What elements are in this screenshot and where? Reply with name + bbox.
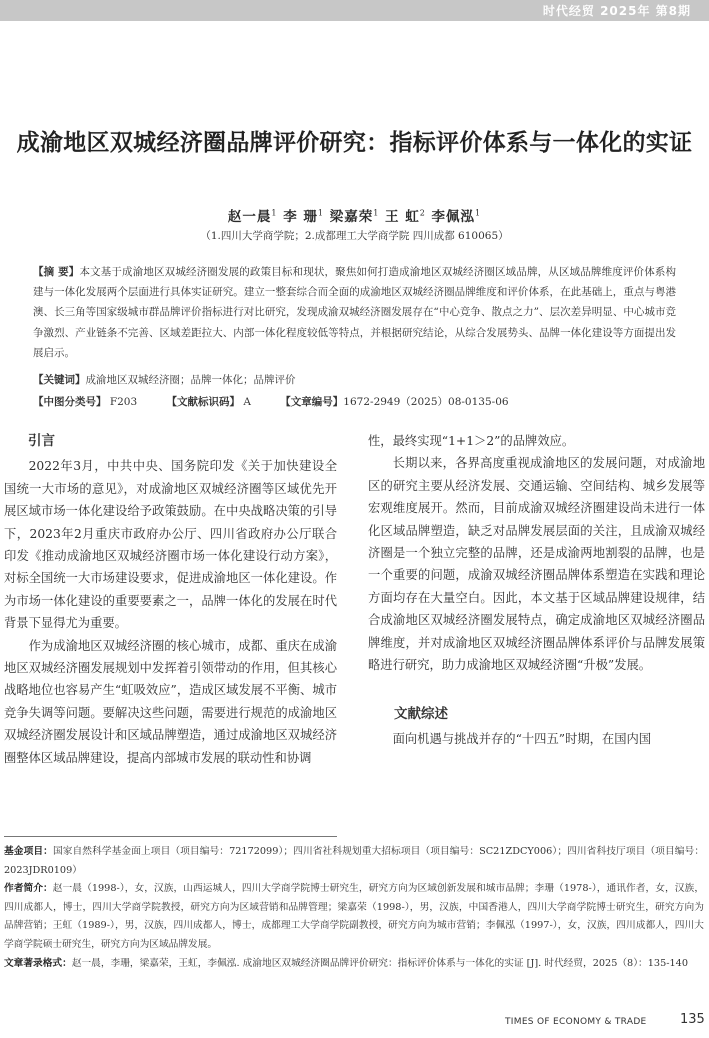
journal-masthead: 时代经贸 2025年 第8期 (542, 4, 691, 18)
fund-note (4, 843, 704, 880)
section-heading-review: 文献综述 (394, 706, 448, 723)
section-heading-intro: 引言 (28, 433, 55, 449)
author-affil-mark: 1 (271, 208, 278, 218)
keywords (33, 372, 676, 387)
fund-text: 国家自然科学基金面上项目（项目编号：72172099）；四川省社科规划重大招标项目（项目编号：SC21ZDCY006）；四川省科技厅项目（项目编号：2023JDR0109） (4, 846, 705, 876)
author-affil-mark: 2 (419, 208, 426, 218)
footnotes (4, 843, 704, 973)
keywords-text: 成渝地区双城经济圈；品牌一体化；品牌评价 (85, 374, 296, 386)
author-note (4, 880, 704, 954)
article-no-label: 【文章编号】 (280, 396, 344, 408)
author-affil-mark: 1 (475, 208, 482, 218)
classification-line (33, 394, 676, 409)
page-number: 135 (680, 1012, 705, 1027)
author-affil-mark: 1 (317, 208, 324, 218)
author-name: 李 珊 (283, 209, 318, 225)
paragraph: 作为成渝地区双城经济圈的核心城市，成都、重庆在成渝地区双城经济圈发展规划中发挥着引领带动的作用，但其核心战略地位也容易产生“虹吸效应”，造成区域发展不平衡、城市竞争失调等问题。要解决这些问题，需要进行规范的成渝地区双城经济圈发展设计和区域品牌塑造，通过成渝地区双城经济圈整体区域品牌建设，提高内部城市发展的联动性和协调 (4, 638, 337, 765)
paragraph: 性，最终实现“1+1＞2”的品牌效应。 (368, 434, 575, 448)
author-affil-mark: 1 (373, 208, 380, 218)
citation-text: 赵一晨，李珊，梁嘉荣，王虹，李佩泓. 成渝地区双城经济圈品牌评价研究：指标评价体系与一体化的实证 [J]. 时代经贸，2025（8）：135-140 (71, 957, 688, 969)
fund-label: 基金项目： (4, 846, 53, 857)
author-list (0, 205, 709, 225)
abstract (33, 262, 676, 363)
clc-label: 【中图分类号】 (33, 396, 107, 408)
doc-code-value: A (243, 396, 251, 408)
author-name: 李佩泓 (431, 209, 475, 225)
article-no-value: 1672-2949（2025）08-0135-06 (343, 396, 509, 408)
left-column (4, 430, 337, 769)
author-name: 赵一晨 (227, 209, 272, 225)
footnote-divider (4, 836, 337, 837)
author-name: 梁嘉荣 (329, 209, 374, 225)
doc-code-label: 【文献标识码】 (166, 396, 241, 408)
abstract-text: 本文基于成渝地区双城经济圈发展的政策目标和现状，聚焦如何打造成渝地区双城经济圈区域品牌，从区域品牌维度评价体系构建与一体化发展两个层面进行具体实证研究。建立一整套综合而全面的成渝地区双城经济圈品牌维度和评价体系，在此基础上，重点与粤港澳、长三角等国家级城市群品牌评价指标进行对比研究，发现成渝双城经济圈发展存在“中心竞争、散点之力”、层次差异明显、中心城市竞争激烈、产业链条不完善、区域差距拉大、内部一体化程度较低等特点，并根据研究结论，从综合发展势头、品牌一体化建设等方面提出发展启示。 (33, 266, 677, 359)
author-info-text: 赵一晨（1998-），女，汉族，山西运城人，四川大学商学院博士研究生，研究方向为区域创新发展和城市品牌；李珊（1978-），通讯作者，女，汉族，四川成都人，博士，四川大学商学院教授，研究方向为区域营销和品牌管理；梁嘉荣（1998-），男，汉族，中国香港人，四川大学商学院博士研究生，研究方向为品牌营销；王虹（1989-），男，汉族，四川成都人，博士，成都理工大学商学院副教授，研究方向为城市营销；李佩泓（1997-），女，汉族，四川成都人，四川大学商学院硕士研究生，研究方向为区域品牌发展。 (4, 883, 705, 950)
clc-value: F203 (109, 396, 138, 408)
author-name: 王 虹 (385, 209, 420, 225)
journal-name: TIMES OF ECONOMY & TRADE (505, 1017, 647, 1027)
paragraph: 2022年3月，中共中央、国务院印发《关于加快建设全国统一大市场的意见》，对成渝地区双城经济圈等区域优先开展区域市场一体化建设给予政策鼓励。在中央战略决策的引导下，2023年2月重庆市政府办公厅、四川省政府办公厅联合印发《推动成渝地区双城经济圈市场一体化建设行动方案》，对标全国统一大市场建设要求，促进成渝地区一体化建设。作为市场一体化建设的重要要素之一，品牌一体化的发展在时代背景下显得尤为重要。 (4, 459, 337, 631)
article-title: 成渝地区双城经济圈品牌评价研究：指标评价体系与一体化的实证 (16, 130, 693, 156)
paragraph: 面向机遇与挑战并存的“十四五”时期，在国内国 (392, 731, 652, 746)
author-info-label: 作者简介： (4, 883, 53, 895)
abstract-label: 【摘 要】 (33, 266, 80, 278)
right-column (368, 430, 705, 750)
keywords-label: 【关键词】 (33, 374, 86, 386)
citation-note (4, 955, 704, 974)
paragraph: 长期以来，各界高度重视成渝地区的发展问题，对成渝地区的研究主要从经济发展、交通运输、空间结构、城乡发展等宏观维度展开。然而，目前成渝双城经济圈建设尚未进行一体化区域品牌塑造，缺乏对品牌发展层面的关注，且成渝双城经济圈是一个独立完整的品牌，还是成渝两地割裂的品牌，也是一个重要的问题，成渝双城经济圈品牌体系塑造在实践和理论方面均存在大量空白。因此，本文基于区域品牌建设规律，结合成渝地区双城经济圈发展特点，确定成渝地区双城经济圈品牌维度，并对成渝地区双城经济圈品牌体系评价与品牌发展策略进行研究，助力成渝地区双城经济圈“升极”发展。 (368, 456, 705, 673)
citation-label: 文章著录格式： (4, 957, 72, 969)
affiliation: （1.四川大学商学院；2.成都理工大学商学院 四川成都 610065） (200, 230, 509, 242)
header-bar (0, 0, 709, 21)
